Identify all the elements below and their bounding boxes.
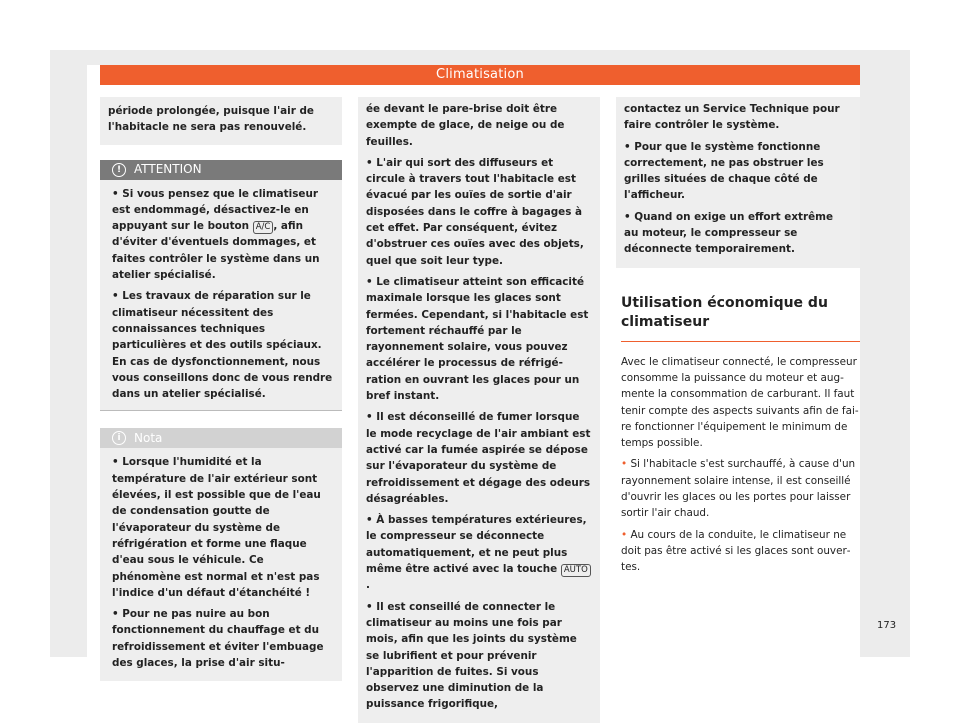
col3-b2-text: Quand on exige un effort extrême au moteur, le compresseur se déconnecte temporairement. — [624, 210, 834, 256]
col3-continuation: contactez un Service Technique pour faire contrôler le système. — [624, 103, 840, 132]
bullet: • — [624, 140, 631, 153]
warning-icon: ! — [112, 163, 126, 177]
page-number: 173 — [877, 620, 897, 631]
bullet: • — [624, 210, 631, 223]
attention-b1-text: Si vous pensez que le climatiseur est endommagé, désactivez-le en appuyant sur le bouton — [112, 187, 318, 233]
section-b1-text: Si l'habitacle s'est surchauffé, à cause d'un rayonnement solaire intense, il est conseillé d'ouvrir les glaces ou les portes pour laisser sortir l'air chaud. — [621, 458, 856, 520]
col2-b4-text: À basses températures extérieures, le compresseur se déconnecte automatiquement, et ne peut plus même être activé avec la touche — [366, 514, 587, 576]
section-paragraph: Avec le climatiseur connecté, le compresseur consomme la puissance du moteur et augmente la consommation de carburant. Il faut tenir compte des aspects suivants afin de faire fonctionner l'équipement le minimum de temps possible. — [621, 355, 859, 450]
intro-box — [100, 97, 342, 145]
intro-text: période prolongée, puisque l'air de l'habitacle ne sera pas renouvelé. — [108, 105, 314, 134]
column-1 — [100, 97, 342, 681]
col2-b1-text: L'air qui sort des diffuseurs et circule à travers tout l'habitacle est évacué par les ouïes de sortie d'air disposées dans le coffre à bagages à cet effet. Par conséquent, évitez d'obstruer ces ouïes avec des objets, quel que soit leur type. — [366, 156, 584, 267]
ac-key: A/C — [253, 221, 274, 234]
page-header: Climatisation — [100, 65, 860, 85]
bullet: • — [366, 600, 373, 613]
nota-header — [100, 428, 342, 448]
nota-b2-text: Pour ne pas nuire au bon fonctionnement du chauffage et du refroidissement et éviter l'embuage des glaces, la prise d'air situ- — [112, 608, 324, 670]
bullet: • — [366, 156, 373, 169]
col3-bullet-2 — [624, 209, 850, 258]
nota-title: Nota — [134, 431, 163, 446]
column-3 — [616, 97, 860, 576]
nota-box — [100, 428, 342, 681]
nota-bullet-1 — [112, 454, 334, 601]
col2-continuation: ée devant le pare-brise doit être exempte de glace, de neige ou de feuilles. — [366, 103, 565, 148]
col2-b5-text: Il est conseillé de connecter le climatiseur au moins une fois par mois, afin que les joints du système se lubrifient et pour prévenir l'apparition de fuites. Si vous observez une diminution de la puissance frigorifique, — [366, 600, 577, 711]
bullet: • — [366, 514, 373, 527]
bullet: • — [621, 528, 628, 541]
nota-b1-text: Lorsque l'humidité et la température de l'air extérieur sont élevées, il est possible que de l'eau de condensation goutte de l'évaporateur du système de réfrigération et forme une flaque d'eau sous le véhicule. Ce phénomène est normal et n'est pas l'indice d'un défaut d'étanchéité ! — [112, 456, 321, 599]
col3-bullet-1 — [624, 139, 850, 204]
bullet: • — [621, 458, 628, 471]
section-bullet-1 — [621, 456, 860, 521]
col2-b4-text-after: . — [366, 579, 370, 592]
col2-bullet-3 — [366, 409, 592, 507]
col3-box — [616, 97, 860, 268]
section-bullet-2 — [621, 527, 860, 576]
attention-b2-text: Les travaux de réparation sur le climatiseur nécessitent des connaissances techniques particulières et des outils spéciaux. En cas de dysfonctionnement, nous vous conseillons donc de vous rendre dans un atelier spécialisé. — [112, 290, 333, 401]
bullet: • — [112, 290, 119, 303]
col2-bullet-4 — [366, 512, 592, 593]
attention-title: ATTENTION — [134, 162, 202, 177]
section-b2-text: Au cours de la conduite, le climatiseur ne doit pas être activé si les glaces sont ouvertes. — [621, 528, 851, 574]
col2-b2-text: Le climatiseur atteint son efficacité maximale lorsque les glaces sont fermées. Cependant, si l'habitacle est fortement réchauffé par le rayonnement solaire, vous pouvez accélérer le processus de réfrigération en ouvrant les glaces pour un bref instant. — [366, 275, 589, 403]
column-2 — [358, 97, 600, 723]
col2-bullet-1 — [366, 155, 592, 269]
col2-b3-text: Il est déconseillé de fumer lorsque le mode recyclage de l'air ambiant est activé car la fumée aspirée se dépose sur l'évaporateur du système de refroidissement et dégage des odeurs désagréables. — [366, 411, 591, 505]
info-icon: i — [112, 431, 126, 445]
attention-bullet-1 — [112, 186, 334, 284]
col2-bullet-2 — [366, 274, 592, 404]
bullet: • — [112, 187, 119, 200]
bullet: • — [112, 456, 119, 469]
attention-b1-text-after: , afin d'éviter d'éventuels dommages, et faites contrôler le système dans un atelier spécialisé. — [112, 220, 320, 282]
bullet: • — [366, 411, 373, 424]
nota-bullet-2 — [112, 606, 334, 671]
attention-header — [100, 160, 342, 180]
bullet: • — [112, 608, 119, 621]
section-title: Utilisation économique du climatiseur — [621, 294, 860, 342]
attention-box — [100, 160, 342, 412]
bullet: • — [366, 275, 373, 288]
col2-bullet-5 — [366, 599, 592, 713]
auto-key: AUTO — [561, 564, 591, 577]
col3-b1-text: Pour que le système fonctionne correctement, ne pas obstruer les grilles situées de chaque côté de l'afficheur. — [624, 140, 824, 202]
attention-bullet-2 — [112, 288, 334, 402]
